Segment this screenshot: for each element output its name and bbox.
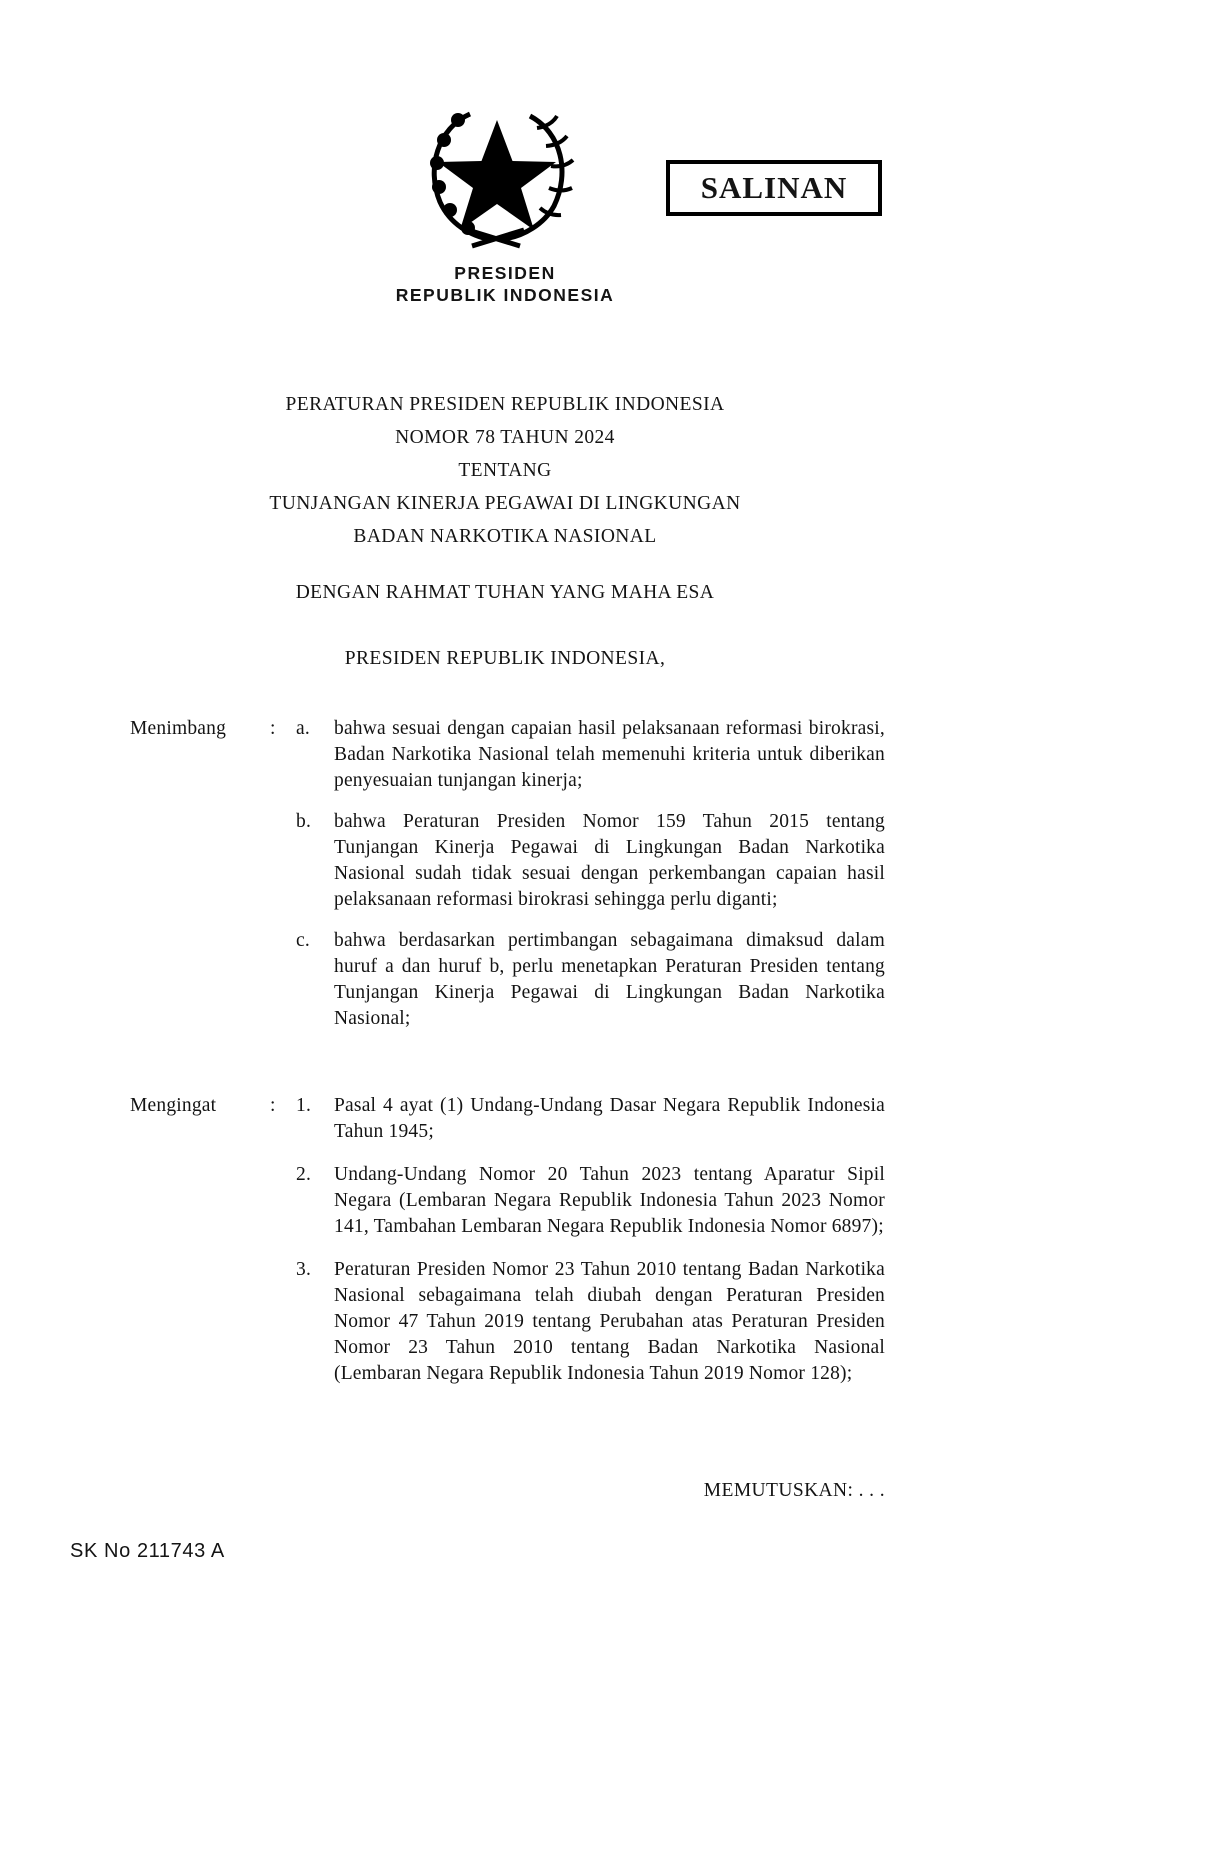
item-text: bahwa berdasarkan pertimbangan sebagaimana dimaksud dalam huruf a dan huruf b, perlu menetapkan Peraturan Presiden tentang Tunjangan Kinerja Pegawai di Lingkungan Badan Narkotika Nasional; (334, 930, 885, 1029)
item-text: bahwa sesuai dengan capaian hasil pelaksanaan reformasi birokrasi, Badan Narkotika Nasional telah memenuhi kriteria untuk diberikan penyesuaian tunjangan kinerja; (334, 718, 885, 791)
recalling-section (130, 1093, 885, 1404)
item-text: Pasal 4 ayat (1) Undang-Undang Dasar Negara Republik Indonesia Tahun 1945; (334, 1095, 885, 1142)
item-marker: b. (296, 811, 312, 832)
letterhead (65, 262, 945, 306)
footer-registration-number: SK No 211743 A (70, 1540, 225, 1562)
salinan-stamp (666, 160, 882, 216)
recalling-label: Mengingat (130, 1095, 217, 1116)
presidential-seal-icon (412, 98, 582, 253)
considering-section (130, 716, 885, 1032)
item-text: bahwa Peraturan Presiden Nomor 159 Tahun 2015 tentang Tunjangan Kinerja Pegawai di Lingkungan Badan Narkotika Nasional sudah tidak sesuai dengan perkembangan capaian hasil pelaksanaan reformasi birokrasi sehingga perlu diganti; (334, 811, 885, 910)
considering-colon: : (270, 718, 276, 739)
item-text: Peraturan Presiden Nomor 23 Tahun 2010 tentang Badan Narkotika Nasional sebagaimana telah diubah dengan Peraturan Presiden Nomor 47 Tahun 2019 tentang Perubahan atas Peraturan Presiden Nomor 23 Tahun 2010 tentang Badan Narkotika Nasional (Lembaran Negara Republik Indonesia Tahun 2019 Nomor 128); (334, 1259, 885, 1384)
recalling-item-3 (296, 1257, 885, 1387)
considering-items (296, 716, 885, 1032)
letterhead-line-2: REPUBLIK INDONESIA (395, 285, 615, 305)
salinan-stamp-label: SALINAN (700, 170, 848, 205)
item-marker: c. (296, 930, 310, 951)
recalling-items (296, 1093, 885, 1404)
title-line-1: PERATURAN PRESIDEN REPUBLIK INDONESIA (285, 394, 725, 415)
item-marker: 2. (296, 1164, 312, 1185)
title-line-4: TUNJANGAN KINERJA PEGAWAI DI LINGKUNGAN (269, 493, 741, 514)
considering-item-a (296, 716, 885, 794)
item-marker: 1. (296, 1095, 312, 1116)
title-line-2: NOMOR 78 TAHUN 2024 (395, 427, 615, 448)
decision-line: MEMUTUSKAN: . . . (703, 1480, 885, 1501)
invocation-line: DENGAN RAHMAT TUHAN YANG MAHA ESA (295, 582, 715, 603)
item-marker: 3. (296, 1259, 312, 1280)
recalling-item-1 (296, 1093, 885, 1145)
considering-label: Menimbang (130, 718, 227, 739)
considering-item-c (296, 928, 885, 1032)
title-line-3: TENTANG (458, 460, 552, 481)
title-line-5: BADAN NARKOTIKA NASIONAL (353, 526, 657, 547)
recalling-item-2 (296, 1162, 885, 1240)
authority-line: PRESIDEN REPUBLIK INDONESIA, (344, 648, 666, 669)
considering-item-b (296, 809, 885, 913)
document-title (65, 388, 945, 553)
recalling-colon: : (270, 1095, 276, 1116)
item-marker: a. (296, 718, 310, 739)
letterhead-line-1: PRESIDEN (454, 263, 556, 283)
item-text: Undang-Undang Nomor 20 Tahun 2023 tentang Aparatur Sipil Negara (Lembaran Negara Republik Indonesia Tahun 2023 Nomor 141, Tambahan Lembaran Negara Republik Indonesia Nomor 6897); (334, 1164, 885, 1237)
